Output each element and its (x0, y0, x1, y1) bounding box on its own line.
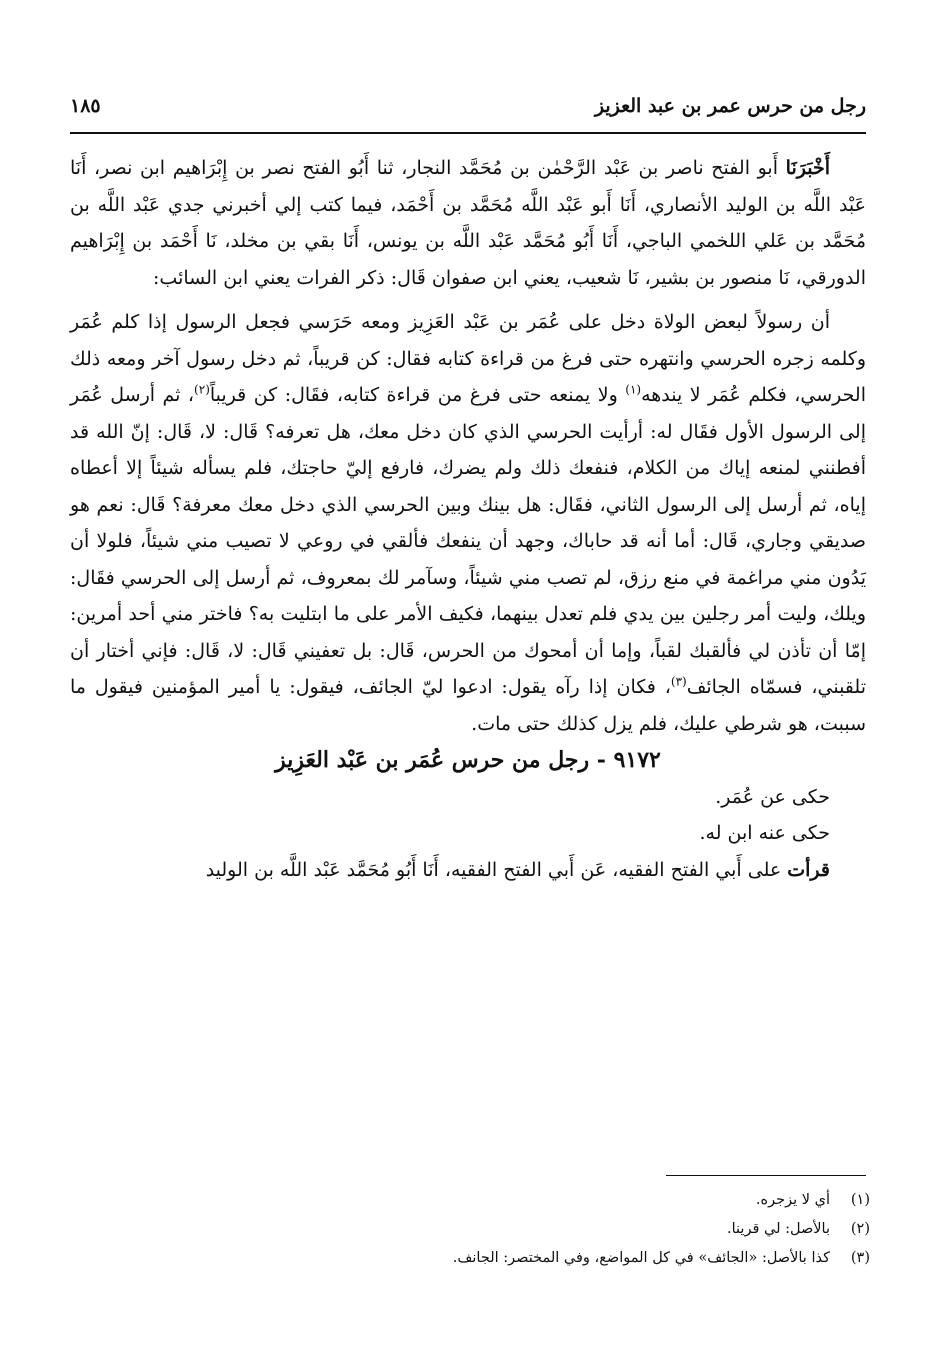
paragraph-text: على أَبي الفتح الفقيه، عَن أَبي الفتح الفقيه، أَنَا أَبُو مُحَمَّد عَبْد اللَّه بن الوليد (205, 858, 782, 881)
paragraph-text: ، ثم أرسل عُمَر إلى الرسول الأول فقَال له: أرأيت الحرسي الذي كان دخل معك، هل تعرفه؟ قَال: لا، قَال: إنّ الله قد أفطنني لمنعه إياك من الكلام، فنفعك ذلك ولم يضرك، فارفع إليّ حاجتك، فلم يسأله شيئاً إلا أعطاه إياه، ثم أرسل إلى الرسول الثاني، فقَال: هل بينك وبين الحرسي الذي دخل معك معرفة؟ قَال: نعم هو صديقي وجاري، قَال: أما أنه قد حاباك، وجهد أن ينفعك فألقي في روعي لا تصيب مني شيئاً، فلولا أن يَدُون مني مراغمة في منع رزق، لم تصب مني شيئاً، وسآمر لك بمعروف، ثم أرسل إلى الحرسي فقَال: ويلك، وليت أمر رجلين بين يدي فلم تعدل بينهما، فكيف الأمر على ما ابتليت به؟ فاختر مني أحد أمرين: إمّا أن تأذن لي فألقبك لقباً، وإما أن أمحوك من الحرس، قَال: بل تعفيني قَال: لا، قَال: فإني أختار أن تلقبني، فسمّاه الجائف (70, 384, 866, 698)
paragraph-isnad (70, 150, 866, 296)
running-title: رجل من حرس عمر بن عبد العزيز (594, 95, 866, 117)
footnote-text: كذا بالأصل: «الجائف» في كل المواضع، وفي المختصر: الجانف. (452, 1250, 830, 1266)
footnotes (70, 1186, 870, 1273)
footnote-number: (٣) (850, 1250, 870, 1266)
footnote-marker[interactable]: (١) (625, 382, 642, 397)
header-rule (70, 132, 866, 134)
footnote-text: بالأصل: لي قرينا. (727, 1221, 830, 1237)
paragraph-lead-word: قرأت (787, 858, 830, 881)
paragraph-text: أن رسولاً لبعض الولاة دخل على عُمَر بن عَبْد العَزِيز ومعه حَرَسي فجعل الرسول إذا كلم عُمَر وكلمه زجره الحرسي وانتهره حتى فرغ من قراءة كتابه فقال: كن قريباً، ثم دخل رسول آخر ومعه ذلك الحرسي، فكلم عُمَر لا يندهه (70, 311, 867, 406)
page-header (70, 86, 866, 126)
paragraph-reading (70, 852, 866, 889)
page-body (70, 150, 866, 888)
page-number: ١٨٥ (70, 95, 101, 117)
paragraph-text: ولا يمنعه حتى فرغ من قراءة كتابه، فقَال: كن قريباً (209, 384, 626, 406)
footnote-marker[interactable]: (٢) (194, 382, 210, 397)
paragraph-text: ، فكان إذا رآه يقول: ادعوا ليّ الجائف، فيقول: يا أمير المؤمنين فيقول ما سببت، هو شرطي عليك، فلم يزل كذلك حتى مات. (70, 676, 866, 735)
footnote (70, 1215, 870, 1244)
footnote (70, 1244, 870, 1273)
paragraph-text: أَبو الفتح ناصر بن عَبْد الرَّحْمٰن بن مُحَمَّد النجار، ثنا أَبُو الفتح نصر بن إِبْرَاهيم ابن نصر، أَنَا عَبْد اللَّه بن الوليد الأنصاري، أَنَا أَبو عَبْد اللَّه مُحَمَّد بن أَحْمَد، فيما كتب إلي أخبرني جدي عَبْد اللَّه بن مُحَمَّد بن عَلي اللخمي الباجي، أَنَا أَبُو مُحَمَّد عَبْد اللَّه بن يونس، أَنَا بقي بن مخلد، نَا أَحْمَد بن إِبْرَاهيم الدورقي، نَا منصور بن بشير، نَا شعيب، يعني ابن صفوان قَال: ذكر الفرات يعني ابن السائب: (70, 157, 866, 289)
paragraph-lead-word: أَخْبَرَنَا (785, 157, 830, 179)
paragraph-story (70, 304, 866, 742)
narrated-from-line: حكى عن عُمَر. (715, 785, 830, 808)
footnote (70, 1186, 870, 1215)
footnote-number: (١) (850, 1192, 870, 1208)
footnote-text: أي لا يزجره. (755, 1192, 830, 1208)
footnote-marker[interactable]: (٣) (670, 674, 687, 689)
narrated-by-line: حكى عنه ابن له. (699, 822, 830, 844)
section-title: ٩١٧٢ - رجل من حرس عُمَر بن عَبْد العَزِيز (275, 747, 661, 773)
footnote-number: (٢) (850, 1221, 870, 1237)
footnote-rule (666, 1175, 866, 1176)
